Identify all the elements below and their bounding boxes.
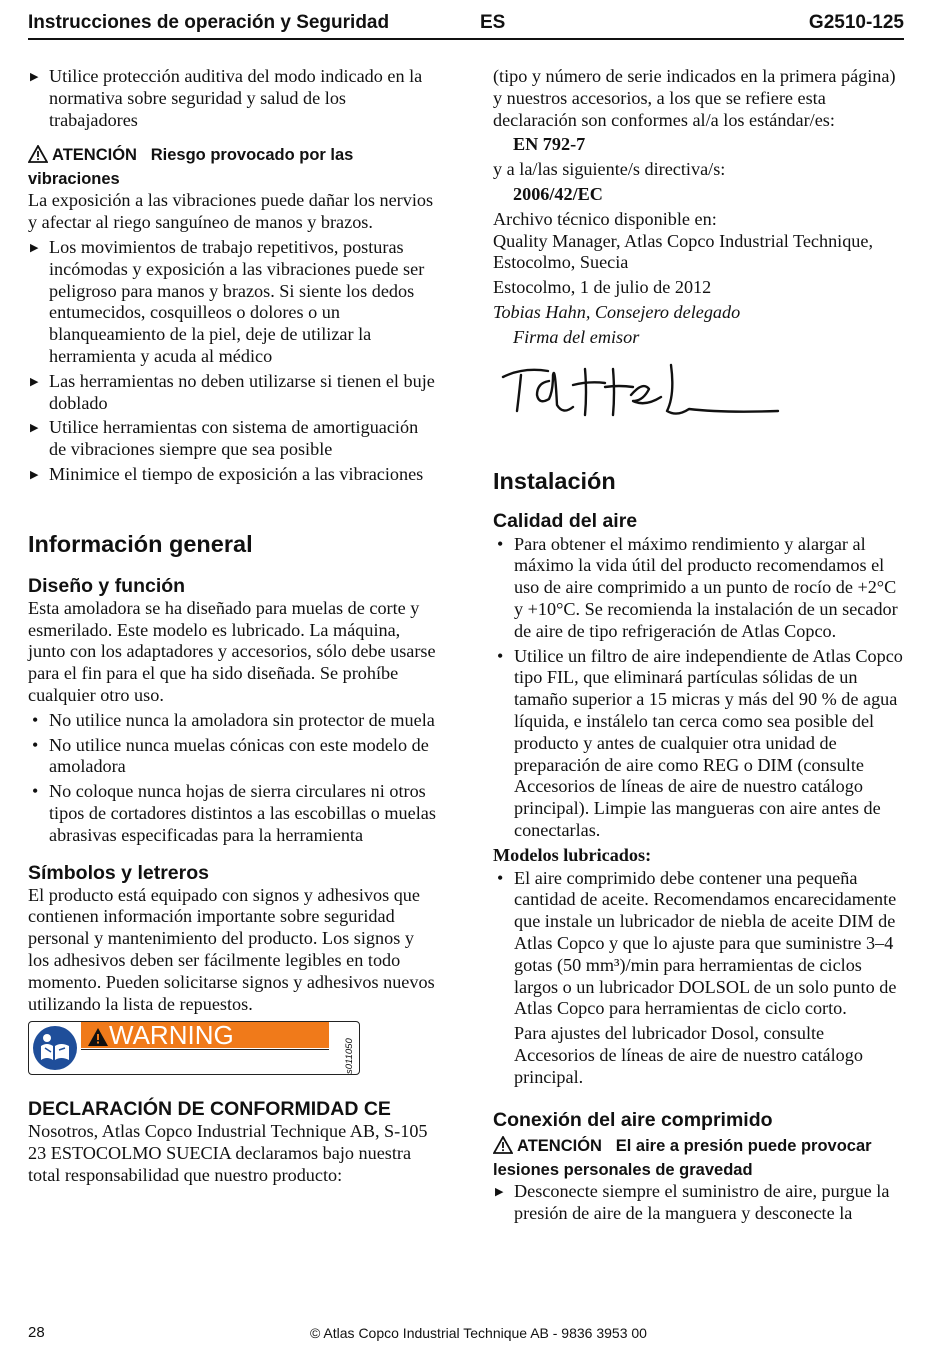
- list-item: ▶ Minimice el tiempo de exposición a las vibraciones: [30, 463, 424, 484]
- bullet-dot-icon: •: [497, 533, 504, 554]
- arrow-bullet-icon: ▶: [30, 421, 39, 435]
- directive-number: 2006/42/EC: [513, 183, 603, 204]
- footer-copyright: © Atlas Copco Industrial Technique AB - 9836 3953 00: [310, 1325, 647, 1341]
- symbols-text: El producto está equipado con signos y adhesivos que contienen información importante sobre seguridad personal y mantenimiento del producto. Los signos y los adhesivos deben ser fácilmente legibles en todo momento. Pueden solicitarse signos y adhesivos nuevos utilizando la lista de repuestos.: [28, 884, 435, 1014]
- list-item: • No utilice nunca la amoladora sin protector de muela: [32, 709, 435, 730]
- bullet-dot-icon: •: [497, 645, 504, 666]
- lubricated-models-title: Modelos lubricados:: [493, 844, 652, 865]
- page-number: 28: [28, 1324, 45, 1341]
- section-title-general: Información general: [28, 530, 253, 557]
- right-column: [493, 66, 905, 1228]
- dosol-text: Para ajustes del lubricador Dosol, consulte Accesorios de líneas de aire de nuestro catálogo principal.: [514, 1023, 863, 1087]
- arrow-bullet-icon: ▶: [30, 70, 39, 83]
- arrow-bullet-icon: ▶: [495, 1185, 504, 1199]
- vibration-intro: La exposición a las vibraciones puede dañar los nervios y afectar al riego sanguíneo de manos y brazos.: [28, 190, 434, 233]
- subsection-title-symbols: Símbolos y letreros: [28, 861, 209, 884]
- bullet-dot-icon: •: [32, 781, 39, 802]
- read-manual-icon: [31, 1024, 79, 1072]
- section-title-installation: Instalación: [493, 467, 616, 494]
- list-item: • Para obtener el máximo rendimiento y alargar al máximo la vida útil del producto recomendamos el uso de aire comprimido a un punto de rocío de +2°C y +10°C. Se recomienda la instalación de un secador de aire de tipo refrigeración de Atlas Copco.: [497, 533, 898, 641]
- warning-triangle-icon: [493, 1136, 513, 1160]
- left-column: [28, 66, 438, 1187]
- list-item: ▶ Los movimientos de trabajo repetitivos, posturas incómodas y exposición a las vibraciones puede ser peligroso para manos y brazos. Si siente los dedos entumecidos, cosquilleos o dolores o un blanqueamiento de la piel, deje de utilizar la herramienta y acuda al médico: [30, 236, 425, 366]
- bullet-dot-icon: •: [32, 734, 39, 755]
- page-header: [28, 8, 904, 40]
- bullet-dot-icon: •: [32, 709, 39, 730]
- subsection-title-air-quality: Calidad del aire: [493, 509, 638, 532]
- list-item: • El aire comprimido debe contener una pequeña cantidad de aceite. Recomendamos encarecidamente que instale un lubricador de niebla de aceite DIM de Atlas Copco y que lo ajuste para que suministre 3–4 gotas (50 mm³)/min para herramientas de ciclos largos o un lubricador DOLSOL de un solo punto de Atlas Copco para herramientas de ciclo corto.: [497, 867, 897, 1019]
- signer-role: Firma del emisor: [513, 326, 640, 347]
- list-item: • No utilice nunca muelas cónicas con este modelo de amoladora: [32, 734, 429, 777]
- list-item: ▶ Utilice herramientas con sistema de amortiguación de vibraciones siempre que sea posible: [30, 417, 419, 460]
- header-title: Instrucciones de operación y Seguridad: [28, 12, 390, 33]
- header-model: G2510-125: [808, 12, 904, 33]
- warning-label-sticker: [28, 1021, 360, 1075]
- list-item: ▶ Desconecte siempre el suministro de aire, purgue la presión de aire de la manguera y desconecte la: [495, 1181, 890, 1224]
- connection-warning: ATENCIÓN El aire a presión puede provocar lesiones personales de gravedad: [493, 1137, 872, 1180]
- subsection-title-design: Diseño y función: [28, 574, 186, 597]
- standard-number: EN 792-7: [513, 134, 586, 155]
- directive-intro: y a la/las siguiente/s directiva/s:: [493, 159, 726, 180]
- section-title-ce: DECLARACIÓN DE CONFORMIDAD CE: [28, 1098, 391, 1121]
- svg-text:s011050: s011050: [344, 1038, 355, 1075]
- file-location: Quality Manager, Atlas Copco Industrial Technique, Estocolmo, Suecia: [493, 230, 874, 273]
- handwritten-signature: [493, 355, 905, 445]
- list-item: ▶ Las herramientas no deben utilizarse si tienen el buje doblado: [30, 370, 435, 413]
- warning-banner: WARNING: [81, 1022, 329, 1048]
- arrow-bullet-icon: ▶: [30, 467, 39, 481]
- list-item: • Utilice un filtro de aire independiente de Atlas Copco tipo FIL, que eliminará partículas sólidas de un tamaño superior a 15 micras y más del 90 % de agua líquida, e instálelo tan cerca como sea posible del producto y antes de cualquier otra unidad de preparación de aire como REG o DIM (consulte Accesorios de líneas de aire de nuestro catálogo principal). Limpie las mangueras con aire antes de conectarlas.: [497, 645, 903, 840]
- arrow-bullet-icon: ▶: [30, 374, 39, 388]
- list-item: • No coloque nunca hojas de sierra circulares ni otros tipos de cortadores distintos a las escobillas o muelas abrasivas especificadas para la herramienta: [32, 781, 436, 845]
- design-text: Esta amoladora se ha diseñado para muelas de corte y esmerilado. Este modelo es lubricado. La máquina, junto con los adaptadores y accesorios, sólo debe usarse para el fin para el que ha sido diseñada. Se prohíbe cualquier otro uso.: [28, 597, 436, 705]
- vibration-warning: ATENCIÓN Riesgo provocado por las vibraciones: [28, 146, 354, 189]
- bullet-dot-icon: •: [497, 867, 504, 888]
- page-footer: [28, 1324, 904, 1346]
- list-item: ▶ Utilice protección auditiva del modo indicado en la normativa sobre seguridad y salud de los trabajadores: [30, 66, 423, 130]
- header-language: ES: [480, 12, 506, 33]
- ce-declaration-text: Nosotros, Atlas Copco Industrial Technique AB, S-105 23 ESTOCOLMO SUECIA declaramos bajo nuestra total responsabilidad que nuestro producto:: [28, 1121, 428, 1185]
- file-label: Archivo técnico disponible en:: [493, 208, 717, 229]
- warning-label-blank: [81, 1049, 329, 1074]
- warning-triangle-icon: [87, 1025, 109, 1052]
- ce-continuation: (tipo y número de serie indicados en la primera página) y nuestros accesorios, a los que se refiere esta declaración son conformes al/a los estándar/es:: [493, 66, 896, 130]
- signer-name: Tobias Hahn, Consejero delegado: [493, 301, 741, 322]
- arrow-bullet-icon: ▶: [30, 240, 39, 254]
- warning-triangle-icon: [28, 145, 48, 169]
- place-date: Estocolmo, 1 de julio de 2012: [493, 277, 712, 298]
- subsection-title-connection: Conexión del aire comprimido: [493, 1109, 773, 1132]
- label-code: [339, 1020, 357, 1076]
